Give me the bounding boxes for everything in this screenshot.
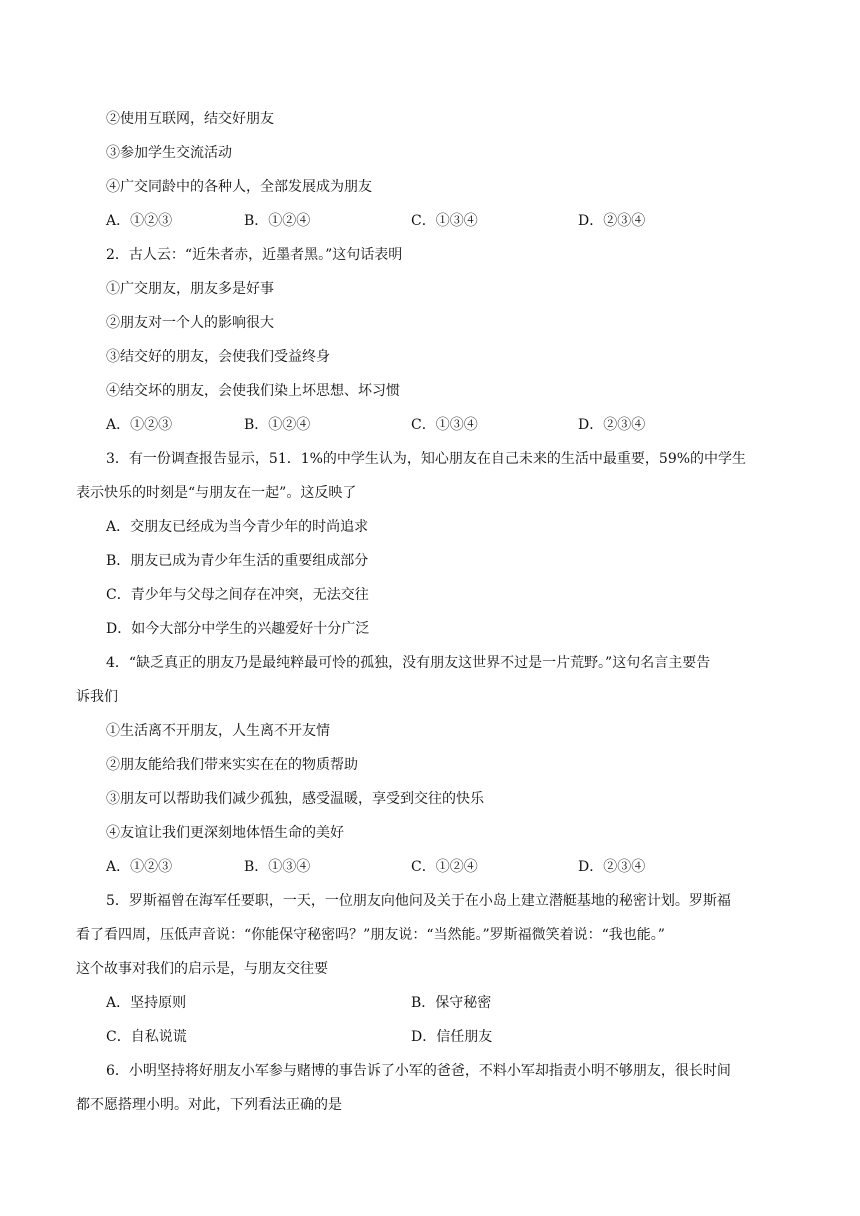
q2-stem: 2．古人云：“近朱者赤，近墨者黑。”这句话表明 [106,247,403,263]
q5-stem-line-1: 5．罗斯福曾在海军任要职，一天，一位朋友向他问及关于在小岛上建立潜艇基地的秘密计划。罗斯福 [106,893,731,909]
q5-option-a: A．坚持原则 [106,995,187,1011]
q2-option-d: D．②③④ [578,417,646,433]
q3-stem-line-2: 表示快乐的时刻是“与朋友在一起”。这反映了 [76,485,357,501]
q5-stem-line-3: 这个故事对我们的启示是，与朋友交往要 [76,961,328,977]
q3-stem-line-1: 3．有一份调查报告显示，51．1%的中学生认为，知心朋友在自己未来的生活中最重要，59%的中学生 [106,451,747,467]
q2-item-2: ②朋友对一个人的影响很大 [106,315,274,331]
q3-option-d: D．如今大部分中学生的兴趣爱好十分广泛 [106,621,370,637]
q5-option-c: C．自私说谎 [106,1029,187,1045]
q6-stem-line-2: 都不愿搭理小明。对此，下列看法正确的是 [76,1097,342,1113]
q4-option-d: D．②③④ [578,859,646,875]
q2-option-c: C．①③④ [411,417,478,433]
q4-item-2: ②朋友能给我们带来实实在在的物质帮助 [106,757,358,773]
q4-stem-line-1: 4．“缺乏真正的朋友乃是最纯粹最可怜的孤独，没有朋友这世界不过是一片荒野。”这句名言主要告 [106,655,711,671]
q1-item-2: ②使用互联网，结交好朋友 [106,111,274,127]
q2-item-4: ④结交坏的朋友，会使我们染上坏思想、坏习惯 [106,383,400,399]
q1-option-a: A．①②③ [106,213,173,229]
q4-item-1: ①生活离不开朋友，人生离不开友情 [106,723,330,739]
q4-stem-line-2: 诉我们 [76,689,118,705]
q5-option-d: D．信任朋友 [411,1029,493,1045]
q4-item-4: ④友谊让我们更深刻地体悟生命的美好 [106,825,344,841]
q5-stem-line-2: 看了看四周，压低声音说：“你能保守秘密吗？”朋友说：“当然能。”罗斯福微笑着说：“我也能。” [76,927,665,943]
q6-stem-line-1: 6．小明坚持将好朋友小军参与赌博的事告诉了小军的爸爸，不料小军却指责小明不够朋友，很长时间 [106,1063,731,1079]
q3-option-c: C．青少年与父母之间存在冲突，无法交往 [106,587,369,603]
q2-item-1: ①广交朋友，朋友多是好事 [106,281,274,297]
q3-option-a: A．交朋友已经成为当今青少年的时尚追求 [106,519,369,535]
q2-option-b: B．①②④ [244,417,311,433]
q1-item-3: ③参加学生交流活动 [106,145,232,161]
q4-option-c: C．①②④ [411,859,478,875]
q2-option-a: A．①②③ [106,417,173,433]
q4-option-b: B．①③④ [244,859,311,875]
q4-option-a: A．①②③ [106,859,173,875]
q1-option-c: C．①③④ [411,213,478,229]
q1-option-b: B．①②④ [244,213,311,229]
q1-option-d: D．②③④ [578,213,646,229]
q3-option-b: B．朋友已成为青少年生活的重要组成部分 [106,553,369,569]
q5-option-b: B．保守秘密 [411,995,492,1011]
q4-item-3: ③朋友可以帮助我们减少孤独，感受温暖，享受到交往的快乐 [106,791,484,807]
q2-item-3: ③结交好的朋友，会使我们受益终身 [106,349,330,365]
q1-item-4: ④广交同龄中的各种人，全部发展成为朋友 [106,179,372,195]
